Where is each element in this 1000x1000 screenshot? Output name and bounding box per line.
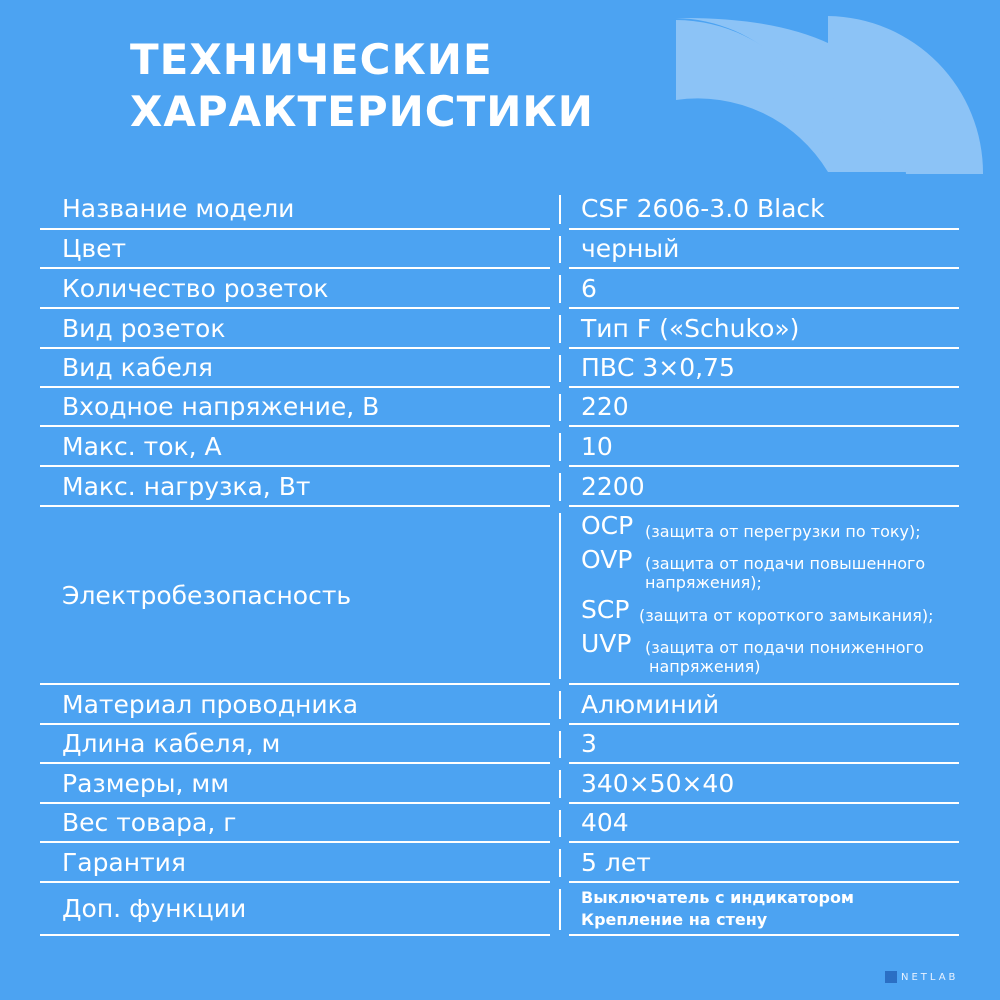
brand-square-icon: [885, 971, 897, 983]
column-separator: [559, 889, 561, 930]
spec-label: Гарантия: [62, 847, 186, 877]
column-separator: [559, 355, 561, 382]
brand-logo: [885, 971, 958, 983]
column-separator: [559, 473, 561, 501]
spec-row-max-current: [0, 427, 1000, 467]
safety-code: OVP: [581, 545, 633, 574]
spec-label: Количество розеток: [62, 273, 329, 303]
safety-desc-cont: напряжения): [649, 657, 761, 676]
spec-row-voltage: [0, 388, 1000, 427]
column-separator: [559, 433, 561, 461]
safety-desc: (защита от короткого замыкания);: [639, 606, 934, 625]
spec-row-outlets: [0, 269, 1000, 309]
safety-code: SCP: [581, 595, 630, 624]
spec-label: Макс. ток, А: [62, 431, 222, 461]
column-separator: [559, 513, 561, 679]
safety-code: OCP: [581, 511, 634, 540]
spec-value: 220: [581, 392, 629, 421]
title-line-1: ТЕХНИЧЕСКИЕ: [130, 35, 493, 84]
spec-row-model: [0, 189, 1000, 230]
spec-label: Длина кабеля, м: [62, 729, 281, 758]
spec-value: 340×50×40: [581, 768, 735, 798]
safety-desc: (защита от подачи пониженного: [645, 638, 924, 657]
spec-row-extra-functions: [0, 883, 1000, 936]
spec-label: Вес товара, г: [62, 808, 237, 837]
extra-function-item: Крепление на стену: [581, 909, 768, 929]
spec-value: 6: [581, 273, 597, 303]
extra-function-item: Выключатель с индикатором: [581, 887, 855, 907]
brand-name: NETLAB: [901, 971, 959, 983]
column-separator: [559, 810, 561, 837]
spec-row-weight: [0, 804, 1000, 843]
column-separator: [559, 275, 561, 303]
spec-label: Вид кабеля: [62, 353, 213, 382]
column-separator: [559, 236, 561, 263]
extra-functions-list: [581, 883, 854, 934]
spec-value: 404: [581, 808, 629, 837]
spec-value: 5 лет: [581, 847, 651, 877]
spec-value: Тип F («Schuko»): [581, 313, 800, 343]
spec-row-max-load: [0, 467, 1000, 507]
safety-desc: (защита от подачи повышенного: [645, 554, 926, 573]
safety-desc-cont: напряжения);: [645, 573, 762, 592]
spec-row-dimensions: [0, 764, 1000, 804]
spec-row-safety: [0, 507, 1000, 685]
spec-label: Электробезопасность: [62, 580, 352, 610]
column-separator: [559, 691, 561, 719]
spec-label: Вид розеток: [62, 313, 226, 343]
spec-value: 10: [581, 431, 613, 461]
row-divider: [569, 934, 959, 936]
spec-label: Макс. нагрузка, Вт: [62, 471, 311, 501]
spec-value: черный: [581, 234, 680, 263]
spec-row-color: [0, 230, 1000, 269]
title-line-2: ХАРАКТЕРИСТИКИ: [130, 87, 594, 136]
spec-value: 2200: [581, 471, 645, 501]
safety-code: UVP: [581, 629, 632, 658]
spec-label: Размеры, мм: [62, 768, 230, 798]
spec-label: Цвет: [62, 234, 127, 263]
column-separator: [559, 394, 561, 421]
column-separator: [559, 770, 561, 798]
column-separator: [559, 849, 561, 877]
spec-label: Доп. функции: [62, 894, 247, 923]
spec-row-conductor: [0, 685, 1000, 725]
spec-label: Входное напряжение, В: [62, 392, 380, 421]
spec-value: Алюминий: [581, 689, 720, 719]
spec-value: 3: [581, 729, 597, 758]
spec-row-cable-type: [0, 349, 1000, 388]
spec-label: Название модели: [62, 194, 295, 223]
spec-row-outlet-type: [0, 309, 1000, 349]
spec-value: CSF 2606-3.0 Black: [581, 194, 825, 223]
spec-label: Материал проводника: [62, 689, 359, 719]
spec-row-cable-length: [0, 725, 1000, 764]
spec-row-warranty: [0, 843, 1000, 883]
safety-desc: (защита от перегрузки по току);: [645, 522, 921, 541]
spec-value: ПВС 3×0,75: [581, 353, 735, 382]
column-separator: [559, 315, 561, 343]
row-divider: [40, 934, 550, 936]
column-separator: [559, 731, 561, 758]
column-separator: [559, 195, 561, 224]
